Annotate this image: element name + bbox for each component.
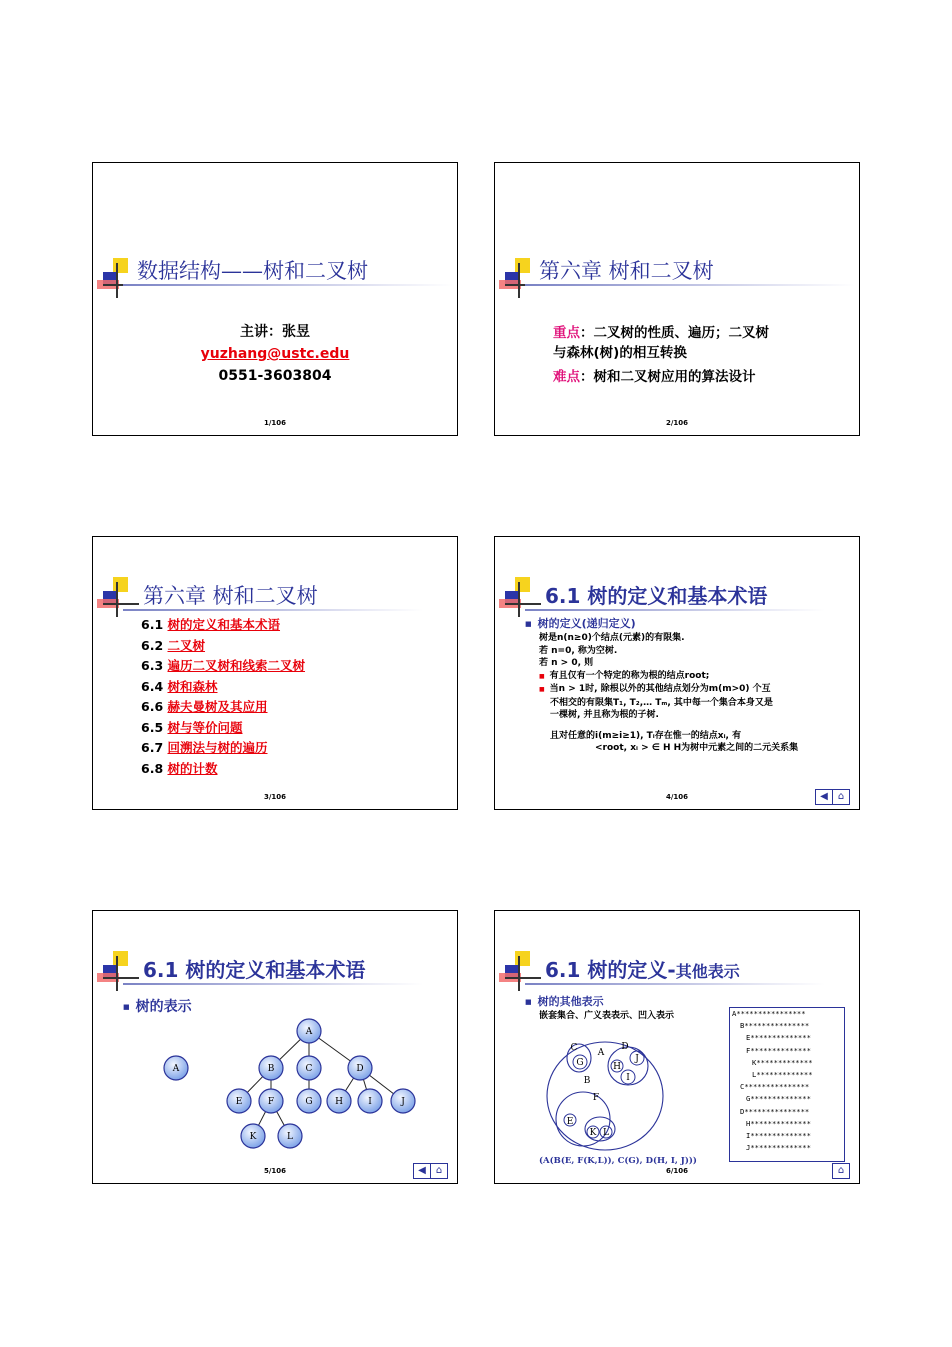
tree-node-label: F xyxy=(267,1097,275,1107)
tree-node-label: J xyxy=(401,1097,405,1107)
key-label: 重点 xyxy=(553,325,580,341)
tree-node-label: A xyxy=(172,1064,180,1074)
set-label: E xyxy=(566,1117,574,1127)
slide-5 xyxy=(92,910,458,1184)
indented-representation xyxy=(729,1007,845,1162)
indent-row: H************** xyxy=(746,1118,811,1128)
page-number: 2/106 xyxy=(665,419,689,427)
toc-item xyxy=(141,677,305,698)
toc-item xyxy=(141,718,305,739)
set-label: G xyxy=(576,1058,584,1068)
toc-number: 6.2 xyxy=(141,637,168,653)
slide-3 xyxy=(92,536,458,810)
def-line-4: 且对任意的i(m≥i≥1), Tᵢ存在惟一的结点xᵢ, 有 xyxy=(550,730,742,741)
toc-link[interactable]: 遍历二叉树和线索二叉树 xyxy=(167,658,306,673)
toc-number: 6.7 xyxy=(141,740,168,755)
tree-node-label: B xyxy=(267,1064,275,1074)
definition-heading: 树的定义(递归定义) xyxy=(537,617,636,630)
home-icon[interactable]: ⌂ xyxy=(832,1163,850,1179)
bullet-icon: ■ xyxy=(539,672,545,680)
indent-row: J************** xyxy=(746,1143,811,1153)
tree-node-label: A xyxy=(305,1027,313,1037)
toc-item xyxy=(141,656,305,677)
def-bullet-2b: 不相交的有限集T₁, T₂,… Tₘ, 其中每一个集合本身又是 xyxy=(550,697,773,708)
bullet-icon: ■ xyxy=(539,686,545,693)
set-label: K xyxy=(589,1128,597,1138)
title-rule xyxy=(525,609,825,611)
indent-row: A**************** xyxy=(732,1009,806,1018)
bullet-icon: ■ xyxy=(525,998,532,1006)
toc-link[interactable]: 赫夫曼树及其应用 xyxy=(167,699,268,714)
title-main: 6.1 树的定义- xyxy=(545,958,676,982)
indent-row: I************** xyxy=(746,1131,811,1141)
key-text-2: 与森林(树)的相互转换 xyxy=(553,345,687,361)
slide-title: 6.1 树的定义和基本术语 xyxy=(143,958,366,982)
home-icon[interactable]: ⌂ xyxy=(832,789,850,805)
page-number: 4/106 xyxy=(665,793,689,801)
page-number: 5/106 xyxy=(263,1167,287,1175)
set-label: B xyxy=(583,1076,591,1086)
toc-link[interactable]: 树和森林 xyxy=(167,678,218,694)
tree-node-label: K xyxy=(249,1132,257,1142)
toc-item xyxy=(141,636,305,657)
toc-link[interactable]: 树的计数 xyxy=(167,760,218,776)
toc-link[interactable]: 回溯法与树的遍历 xyxy=(167,740,268,755)
difficulty-label: 难点 xyxy=(553,369,580,385)
set-label: A xyxy=(597,1048,605,1058)
tree-node-label: I xyxy=(368,1097,372,1107)
page-number: 3/106 xyxy=(263,793,287,801)
back-arrow-icon[interactable]: ◀ xyxy=(413,1163,431,1179)
lecturer: 主讲：张昱 xyxy=(240,324,310,340)
toc-number: 6.4 xyxy=(141,678,168,694)
tree-node-label: L xyxy=(287,1132,293,1142)
bullet-icon: ■ xyxy=(123,1003,130,1011)
tree-node-label: G xyxy=(305,1097,313,1107)
email-link[interactable]: yuzhang@ustc.edu xyxy=(200,346,350,362)
other-repr-heading: 树的其他表示 xyxy=(537,995,604,1008)
indent-row: C*************** xyxy=(740,1082,810,1092)
phone: 0551-3603804 xyxy=(218,368,332,384)
tree-node-label: H xyxy=(335,1097,343,1107)
slide-2 xyxy=(494,162,860,436)
toc-link[interactable]: 树与等价问题 xyxy=(167,719,243,735)
page-number: 1/106 xyxy=(263,419,287,427)
toc-item xyxy=(141,759,305,780)
back-arrow-icon[interactable]: ◀ xyxy=(815,789,833,805)
toc-number: 6.5 xyxy=(141,719,168,735)
tree-diagram xyxy=(93,911,458,1184)
set-label: C xyxy=(570,1043,578,1053)
indent-row: G************** xyxy=(746,1094,811,1104)
slide-1 xyxy=(92,162,458,436)
slide-deco-icon xyxy=(103,258,139,298)
slide-title: 第六章 树和二叉树 xyxy=(539,259,714,283)
def-bullet-1: 有且仅有一个特定的称为根的结点root; xyxy=(549,670,710,681)
toc-number: 6.1 xyxy=(141,617,168,632)
toc-item xyxy=(141,615,305,636)
set-label: I xyxy=(626,1073,630,1083)
toc-item xyxy=(141,697,305,718)
home-icon[interactable]: ⌂ xyxy=(430,1163,448,1179)
indent-row: K************* xyxy=(752,1057,813,1067)
def-line-2: 若 n=0, 称为空树. xyxy=(539,645,618,656)
def-line-5: <root, xᵢ > ∈ H H为树中元素之间的二元关系集 xyxy=(595,743,799,753)
slide-deco-icon xyxy=(505,258,541,298)
slide-4 xyxy=(494,536,860,810)
def-line-3: 若 n > 0, 则 xyxy=(539,658,594,668)
key-text: ：二叉树的性质、遍历；二叉树 xyxy=(580,325,769,341)
toc-link[interactable]: 二叉树 xyxy=(167,637,206,653)
toc-list xyxy=(141,615,305,779)
set-label: F xyxy=(592,1093,600,1103)
page-number: 6/106 xyxy=(665,1167,689,1175)
indent-row: E************** xyxy=(746,1033,811,1043)
other-repr-subheading: 嵌套集合、广义表表示、凹入表示 xyxy=(539,1011,675,1021)
def-line-1: 树是n(n≥0)个结点(元素)的有限集. xyxy=(539,633,685,643)
tree-node-label: C xyxy=(305,1064,313,1074)
difficulty-text: ：树和二叉树应用的算法设计 xyxy=(580,369,756,385)
toc-number: 6.8 xyxy=(141,760,168,776)
slide-title: 数据结构——树和二叉树 xyxy=(137,259,368,283)
indent-row: L************* xyxy=(752,1070,813,1080)
indent-row: F************** xyxy=(746,1045,811,1055)
slide-deco-icon xyxy=(505,577,541,617)
toc-number: 6.6 xyxy=(141,699,168,714)
set-label: J xyxy=(635,1054,639,1064)
slide-title: 6.1 树的定义和基本术语 xyxy=(545,584,768,608)
toc-link[interactable]: 树的定义和基本术语 xyxy=(167,617,281,632)
tree-node-label: D xyxy=(356,1064,364,1074)
def-bullet-2a: 当n > 1时, 除根以外的其他结点划分为m(m>0) 个互 xyxy=(549,684,771,694)
def-bullet-2c: 一棵树, 并且称为根的子树. xyxy=(550,710,659,720)
bullet-icon: ■ xyxy=(525,620,532,628)
toc-number: 6.3 xyxy=(141,658,168,673)
representation-heading: 树的表示 xyxy=(135,999,192,1015)
title-small: 其他表示 xyxy=(675,962,740,981)
set-label: D xyxy=(621,1042,629,1052)
tree-node-label: E xyxy=(235,1097,243,1107)
indent-row: B*************** xyxy=(740,1021,810,1031)
set-label: H xyxy=(613,1062,621,1072)
indent-row: D*************** xyxy=(740,1106,810,1116)
slide-6 xyxy=(494,910,860,1184)
slide-deco-icon xyxy=(103,577,139,617)
generalized-list: (A(B(E, F(K,L)), C(G), D(H, I, J))) xyxy=(539,1156,697,1166)
set-label: L xyxy=(603,1128,609,1138)
slide-title: 第六章 树和二叉树 xyxy=(143,584,318,608)
toc-item xyxy=(141,738,305,759)
